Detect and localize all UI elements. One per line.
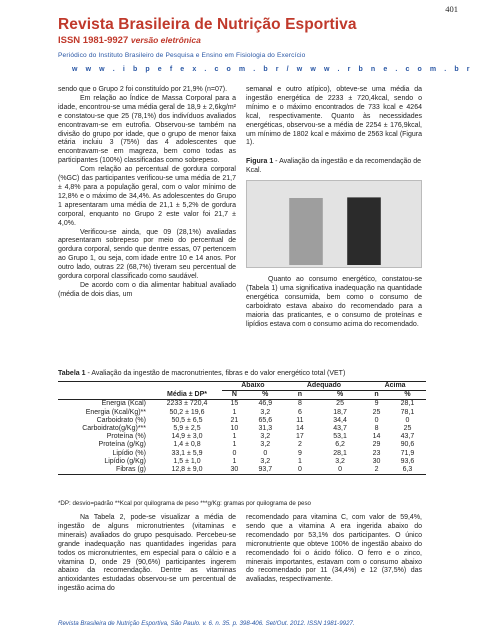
mean-cell: 1,5 ± 1,0 [173, 457, 201, 465]
table-corner [152, 382, 222, 391]
table-cell: 9 [374, 400, 379, 408]
table-cell: 23 [372, 449, 381, 457]
table-cell: 25 [372, 408, 381, 416]
table-cell: 6 [297, 408, 302, 416]
table-row [58, 417, 426, 425]
table-cell: 17 [296, 433, 304, 441]
figure-1-chart [246, 180, 422, 268]
table-cell: 46,9 [258, 400, 273, 408]
table-cell: 71,9 [400, 449, 415, 457]
table-row [58, 450, 426, 458]
table-label: Tabela 1 [58, 370, 86, 377]
row-label: Energia (Kcal) [101, 400, 146, 408]
table-row [58, 400, 426, 409]
table-cell: 25 [336, 400, 344, 408]
group-header: Acima [364, 382, 426, 391]
row-label: Energia (Kcal/Kg)** [85, 408, 146, 416]
table-row [58, 441, 426, 449]
issn-number: ISSN 1981-9927 [58, 35, 129, 46]
table-cell: 0 [316, 466, 364, 475]
table-group-header-row [58, 382, 426, 391]
table-cell: 0 [263, 449, 268, 457]
paragraph: Em relação ao Índice de Massa Corporal para a idade, encontrou-se uma média geral de 18,9 ± 2,6kg/m² e constatou-se que 25 (78,1%) dos indivíduos avaliados encontravam-se em eutrofia. Observou-se também na divisão do grupo por idade, que o grupo de menor faixa etária incluiu 3 (75%) das 4 adolescentes que encontravam-se em magreza, bem como todas as participantes (100%) classificadas como sobrepeso. [58, 94, 236, 165]
mean-cell: 50,2 ± 19,6 [169, 408, 205, 416]
row-label: Carboidrato(g/Kg)*** [82, 425, 146, 433]
right-column-text [246, 86, 422, 148]
table-corner [58, 382, 152, 391]
table-cell: 65,6 [258, 416, 273, 424]
column-header: n [284, 391, 316, 400]
page-number: 401 [445, 4, 458, 14]
table-cell: 29 [372, 441, 381, 449]
table-cell: 18,7 [333, 408, 347, 416]
table-cell: 2 [297, 441, 302, 449]
table-cell: 28,1 [400, 400, 415, 408]
mean-cell: 1,4 ± 0,8 [173, 441, 201, 449]
right-column-text-2 [246, 276, 422, 329]
table-row [58, 409, 426, 417]
table-cell: 31,3 [258, 425, 273, 433]
table-cell: 1 [232, 408, 237, 416]
table-cell: 21 [230, 416, 239, 424]
row-label: Proteína (%) [106, 433, 146, 441]
table-row [58, 433, 426, 441]
table-cell: 3,2 [260, 408, 271, 416]
table-cell: 93,7 [247, 466, 284, 475]
paragraph: Verificou-se ainda, que 09 (28,1%) avaliadas apresentaram sobrepeso por meio do percentual de gordura corporal, sendo que dentre essas, 07 pertencem ao Grupo 1, ou seja, com idade entre 10 e 14 anos. Por outro lado, outras 22 (68,7%) tiveram seu percentual de gordura corporal classificado como saudável. [58, 228, 236, 281]
bottom-right-text [246, 514, 422, 585]
table-cell: 0 [405, 416, 410, 424]
row-label: Fibras (g) [58, 466, 152, 475]
table-cell: 14 [296, 425, 304, 433]
table-cell: 53,1 [333, 433, 347, 441]
bar-chart [247, 181, 423, 269]
table-cell: 3,2 [335, 457, 345, 465]
mean-cell: 33,1 ± 5,9 [171, 449, 203, 457]
table-cell: 28,1 [333, 449, 347, 457]
column-header: n [364, 391, 389, 400]
page-footer: Revista Brasileira de Nutrição Esportiva, São Paulo. v. 6. n. 35. p. 398-406. Set/Out. 2012. ISSN 1981-9927. [58, 620, 355, 627]
table-cell: 43,7 [333, 425, 347, 433]
table-corner [58, 391, 152, 400]
chart-bar [289, 198, 323, 265]
table-caption [58, 370, 428, 379]
mean-cell: 50,5 ± 6,5 [171, 416, 203, 424]
figure-caption [246, 158, 422, 176]
table-cell: 78,1 [400, 408, 415, 416]
paragraph: recomendado para vitamina C, com valor de 59,4%, sendo que a vitamina A era ingerida abaixo do recomendado por 53,1% dos participantes. O único micronutriente que obteve 100% de ingestão abaixo do recomendado foi o ácido fólico. O ferro e o zinco, minerais importantes, estavam com o consumo abaixo do recomendado por 11 (34,4%) e 12 (37,5%) das avaliadas, respectivamente. [246, 514, 422, 584]
group-header: Abaixo [222, 382, 284, 391]
table-cell: 90,6 [400, 441, 415, 449]
table-cell: 1 [232, 457, 237, 465]
table-cell: 25 [403, 425, 412, 433]
figure-caption-text: - Avaliação da ingestão e da recomendação de Kcal. [246, 158, 421, 174]
table-footnote: *DP: desvio=padrão **Kcal por quilograma de peso ***g/Kg: gramas por quilograma de peso [58, 500, 311, 507]
table-cell: 6,2 [335, 441, 345, 449]
table-row [58, 458, 426, 466]
bottom-left-text [58, 514, 236, 594]
table-cell: 8 [297, 400, 302, 408]
table-cell: 3,2 [260, 441, 271, 449]
table-cell: 10 [230, 425, 239, 433]
table-cell: 14 [372, 433, 381, 441]
website-links[interactable]: w w w . i b p e f e x . c o m . b r / w w w . r b n e . c o m . b r [72, 66, 473, 73]
table-cell: 8 [374, 425, 379, 433]
table-header-row [58, 391, 426, 400]
table-cell: 1 [232, 433, 237, 441]
table-cell: 30 [372, 457, 381, 465]
row-label: Lipídio (g/Kg) [104, 457, 146, 465]
table-cell: 1 [297, 457, 302, 465]
chart-bar [347, 197, 381, 265]
mean-cell: 12,8 ± 9,0 [152, 466, 222, 475]
mean-cell: 14,9 ± 3,0 [171, 433, 203, 441]
periodical-subtitle: Periódico do Instituto Brasileiro de Pesquisa e Ensino em Fisiologia do Exercício [58, 52, 306, 59]
issn-line [58, 35, 201, 46]
table-cell: 0 [232, 449, 237, 457]
mean-cell: 5,9 ± 2,5 [173, 425, 201, 433]
table-cell: 3,2 [260, 457, 271, 465]
row-label: Lipídio (%) [112, 449, 146, 457]
table-cell: 30 [222, 466, 247, 475]
table-cell: 15 [230, 400, 239, 408]
table-cell: 11 [296, 416, 304, 424]
group-header: Adequado [284, 382, 364, 391]
paragraph: De acordo com o dia alimentar habitual avaliado (média de dois dias, um [58, 281, 236, 298]
mean-cell: 2233 ± 720,4 [166, 400, 208, 408]
table-cell: 0 [284, 466, 316, 475]
paragraph: Na Tabela 2, pode-se visualizar a média de ingestão de alguns micronutrientes (vitaminas e minerais) avaliados do grupo pesquisado. Percebeu-se grande inadequação nas quantidades ingeridas para todos os micronutrientes, em especial para o cálcio e a vitamina D, onde 29 (90,6%) participantes ingerem abaixo da recomendação. Dentre as vitaminas antioxidantes estudadas observou-se um percentual de ingestão acima do [58, 514, 236, 593]
table-cell: 34,4 [333, 416, 347, 424]
column-header: % [316, 391, 364, 400]
figure-label: Figura 1 [246, 158, 274, 165]
paragraph: semanal e outro atípico), obteve-se uma média da ingestão energética de 2233 ± 720,4kcal, sendo o mínimo e o máximo encontrados de 733 kcal e 4264 kcal, respectivamente. Quanto às necessidades energéticas, observou-se a média de 2254 ± 176,9kcal, um mínimo de 1802 kcal e máximo de 2563 kcal (Figura 1). [246, 86, 422, 147]
column-header: Média ± DP* [152, 391, 222, 400]
table-cell: 9 [297, 449, 302, 457]
column-header: % [389, 391, 426, 400]
column-header: % [247, 391, 284, 400]
table-cell: 1 [232, 441, 237, 449]
paragraph: Com relação ao percentual de gordura corporal (%GC) das participantes verificou-se uma média de 21,7 ± 4,8% para a população geral, com o valor mínimo de 12,8% e o máximo de 34,4%. As adolescentes do Grupo 1 apresentaram uma média de 21,1 ± 5,2% de gordura corporal, enquanto no Grupo 2 este valor foi 21,7 ± 4,0%. [58, 166, 236, 227]
nutrient-table [58, 381, 426, 475]
edition-label: versão eletrônica [130, 35, 201, 45]
table-cell: 3,2 [260, 433, 271, 441]
table-row [58, 425, 426, 433]
table-cell: 93,6 [400, 457, 415, 465]
table-caption-text: - Avaliação da ingestão de macronutrientes, fibras e do valor energético total (VET) [85, 370, 346, 377]
table-cell: 0 [374, 416, 379, 424]
paragraph: sendo que o Grupo 2 foi constituído por 21,9% (n=07). [58, 86, 228, 93]
row-label: Carboidrato (%) [96, 416, 146, 424]
paragraph: Quanto ao consumo energético, constatou-se (Tabela 1) uma significativa inadequação na quantidade energética consumida, bem como o consumo de carboidrato estava abaixo do recomendado para a maioria das praticantes, e o consumo de proteínas e lipídios estava com o consumo acima do recomendado. [246, 276, 422, 328]
left-column-text [58, 86, 236, 300]
journal-title: Revista Brasileira de Nutrição Esportiva [58, 16, 357, 33]
table-row [58, 466, 426, 475]
table-cell: 6,3 [389, 466, 426, 475]
column-header: N [222, 391, 247, 400]
row-label: Proteína (g/Kg) [98, 441, 146, 449]
table-body [58, 400, 426, 475]
table-cell: 43,7 [400, 433, 415, 441]
table-cell: 2 [364, 466, 389, 475]
